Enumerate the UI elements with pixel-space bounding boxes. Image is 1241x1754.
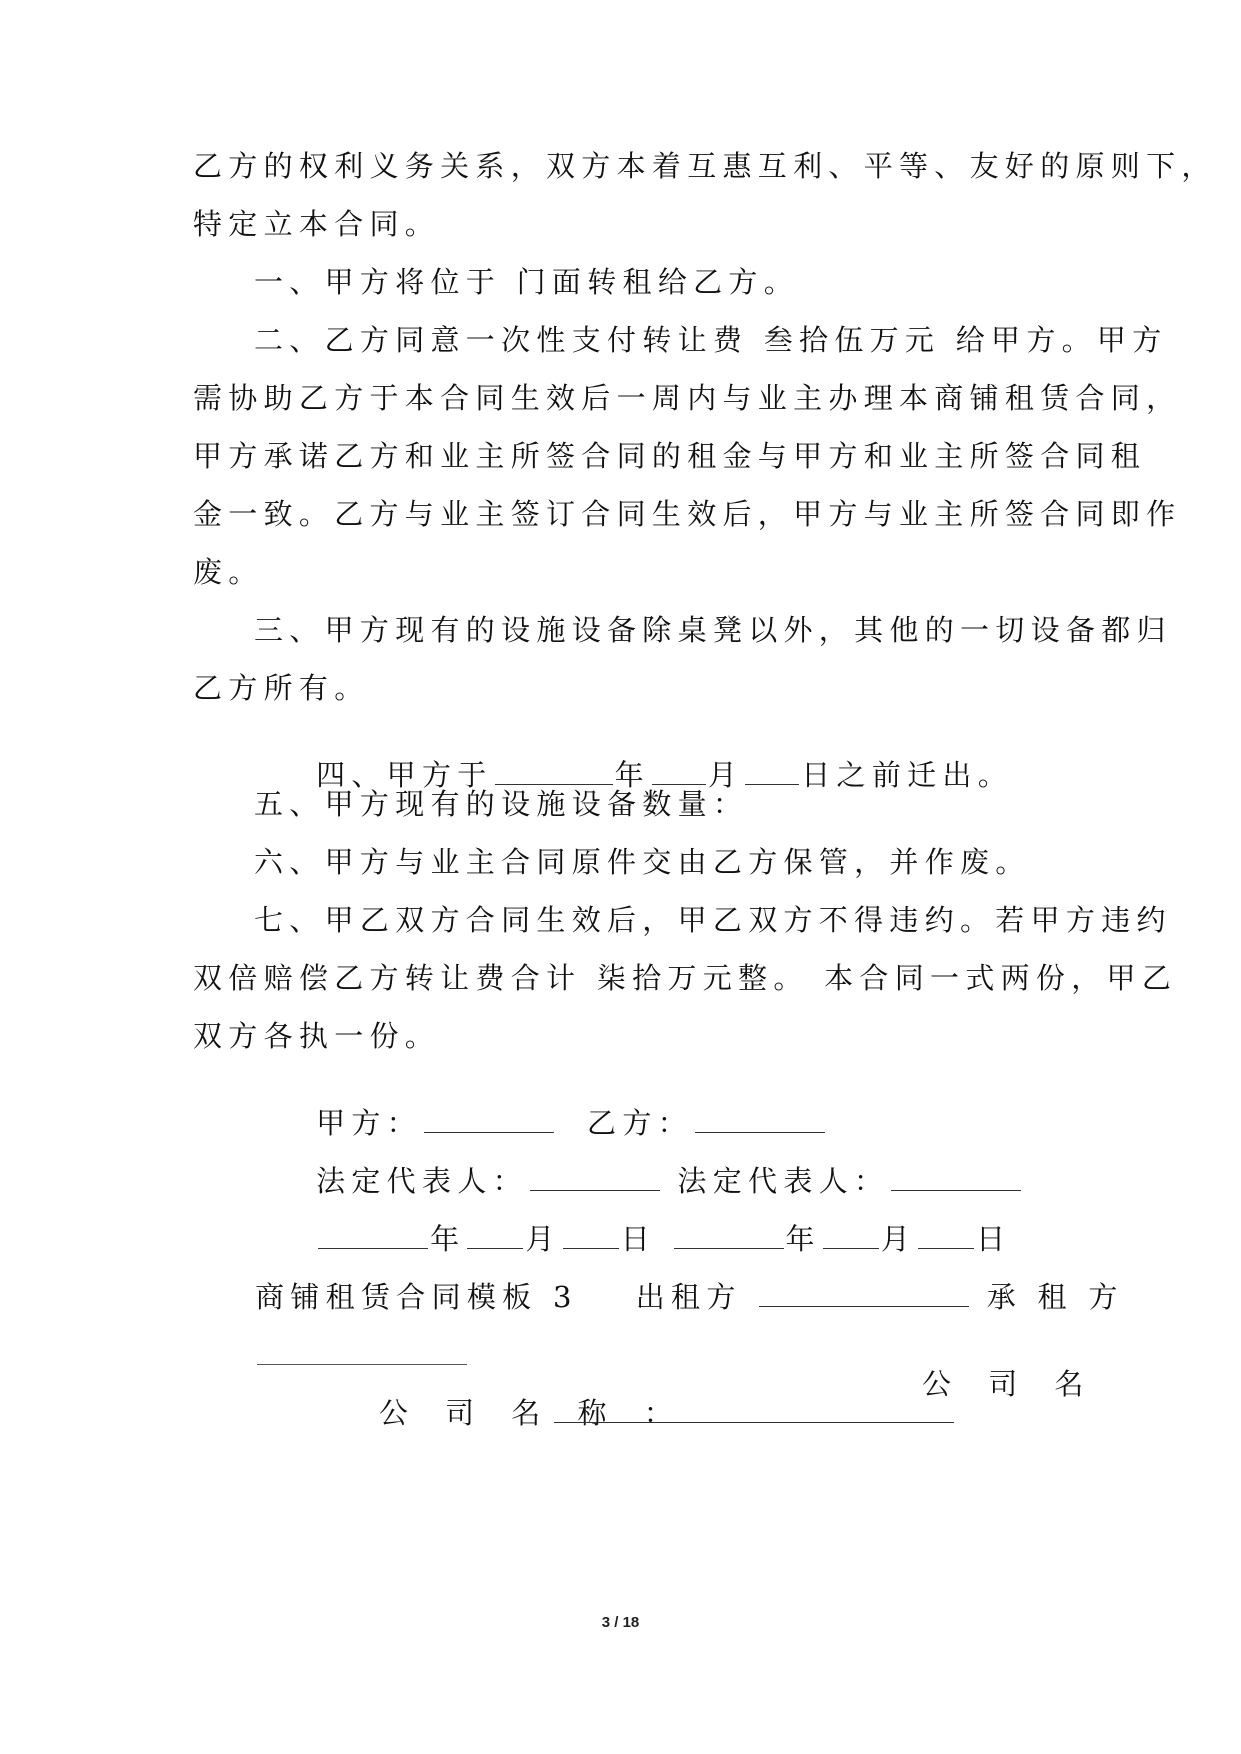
clause-3-line-2: 乙方所有。: [193, 671, 370, 705]
date-b-year: 年: [785, 1222, 821, 1256]
date-b-year-blank: [674, 1247, 784, 1249]
year-label: 年: [614, 758, 650, 792]
date-b-month: 月: [880, 1222, 917, 1256]
page-number: 3 / 18: [601, 1614, 640, 1631]
clause-2-line-2: 需协助乙方于本合同生效后一周内与业主办理本商铺租赁合同，: [193, 381, 1182, 415]
rep-a-label: 法定代表人：: [316, 1164, 528, 1198]
rep-b-blank: [891, 1189, 1021, 1191]
clause-7-line-1: 七、甲乙双方合同生效后，甲乙双方不得违约。若甲方违约: [254, 903, 1172, 937]
rep-a-blank: [530, 1189, 660, 1191]
party-a-label: 甲方：: [316, 1106, 422, 1140]
month-label: 月: [707, 758, 744, 792]
month-blank: [652, 783, 706, 785]
day-blank: [745, 783, 799, 785]
date-a-day-blank: [563, 1247, 619, 1249]
clause-5: 五、甲方现有的设施设备数量：: [254, 787, 749, 821]
company-name-blank-wrap: [490, 1370, 956, 1457]
lessor-label: 出租方: [635, 1280, 742, 1314]
lessor-blank: [759, 1305, 969, 1307]
date-b-month-blank: [823, 1247, 879, 1249]
clause-2-line-3: 甲方承诺乙方和业主所签合同的租金与甲方和业主所签合同租: [193, 439, 1147, 473]
date-b-day-blank: [918, 1247, 974, 1249]
date-a-month-blank: [467, 1247, 523, 1249]
date-a-day: 日: [620, 1222, 657, 1256]
date-a-month: 月: [525, 1222, 561, 1256]
lessee-blank: [257, 1363, 467, 1365]
party-b-label: 乙方：: [587, 1106, 693, 1140]
date-b-day: 日: [976, 1222, 1012, 1256]
clause-2-line-4: 金一致。乙方与业主签订合同生效后，甲方与业主所签合同即作: [193, 497, 1182, 531]
clause-4-prefix: 四、甲方于: [316, 758, 493, 792]
company-name-blank: [554, 1421, 954, 1423]
template-3-title: 商铺租赁合同模板 3: [255, 1280, 578, 1314]
date-a-year-blank: [318, 1247, 428, 1249]
clause-3-line-1: 三、甲方现有的设施设备除桌凳以外，其他的一切设备都归: [254, 613, 1172, 647]
date-a-year: 年: [430, 1222, 466, 1256]
party-b-blank: [695, 1131, 825, 1133]
year-blank: [495, 783, 613, 785]
company-name-label-2: 公 司 名: [922, 1367, 1098, 1401]
clause-2-line-1: 二、乙方同意一次性支付转让费 叁拾伍万元 给甲方。甲方: [254, 323, 1168, 357]
party-a-blank: [424, 1131, 554, 1133]
clause-2-line-5: 废。: [193, 555, 264, 589]
clause-7-line-2: 双倍赔偿乙方转让费合计 柒拾万元整。 本合同一式两份，甲乙: [193, 961, 1178, 995]
lessee-label: 承 租 方: [986, 1280, 1124, 1314]
paragraph-intro-line-1: 乙方的权利义务关系，双方本着互惠互利、平等、友好的原则下，: [193, 149, 1217, 183]
clause-7-line-3: 双方各执一份。: [193, 1019, 441, 1053]
clause-1: 一、甲方将位于 门面转租给乙方。: [254, 265, 800, 299]
clause-6: 六、甲方与业主合同原件交由乙方保管，并作废。: [254, 845, 1031, 879]
rep-b-label: 法定代表人：: [677, 1164, 890, 1198]
clause-4-suffix: 日之前迁出。: [801, 758, 1014, 792]
company-name-label: 公 司 名 称 ：: [378, 1396, 687, 1430]
paragraph-intro-line-2: 特定立本合同。: [193, 207, 441, 241]
